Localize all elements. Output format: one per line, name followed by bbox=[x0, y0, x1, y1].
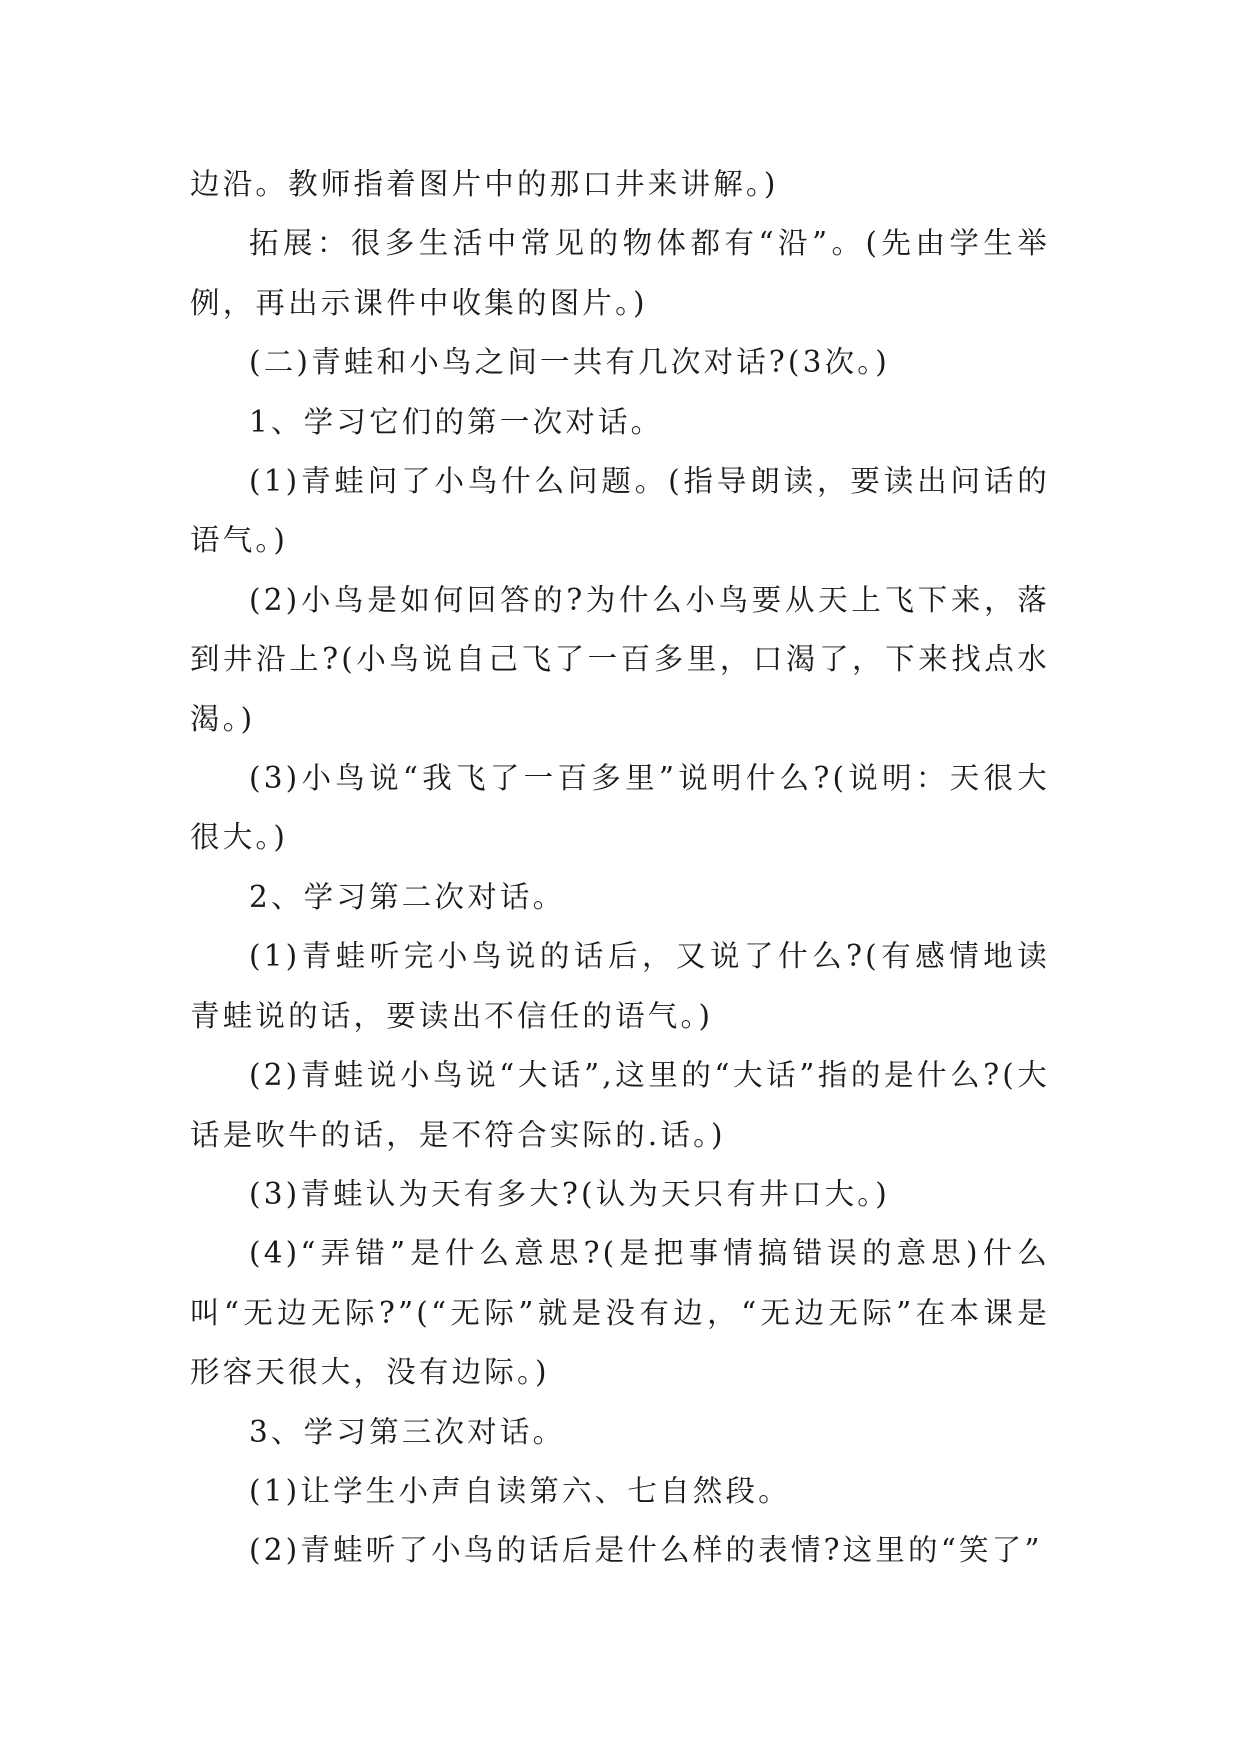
paragraph: 2、学习第二次对话。 bbox=[249, 879, 566, 914]
paragraph: 拓展：很多生活中常见的物体都有“沿”。(先由学生举例，再出示课件中收集的图片。) bbox=[190, 226, 1050, 320]
paragraph: (2)青蛙说小鸟说“大话”,这里的“大话”指的是什么?(大话是吹牛的话，是不符合实际的.话。) bbox=[190, 1058, 1050, 1152]
paragraph: (2)青蛙听了小鸟的话后是什么样的表情?这里的“笑了” bbox=[249, 1533, 1043, 1568]
paragraph: 1、学习它们的第一次对话。 bbox=[249, 404, 664, 439]
paragraph: (1)青蛙听完小鸟说的话后，又说了什么?(有感情地读青蛙说的话，要读出不信任的语气。) bbox=[190, 939, 1050, 1033]
paragraph: 边沿。教师指着图片中的那口井来讲解。) bbox=[190, 167, 779, 201]
paragraph: (2)小鸟是如何回答的?为什么小鸟要从天上飞下来，落到井沿上?(小鸟说自己飞了一百多里，口渴了，下来找点水渴。) bbox=[190, 582, 1050, 736]
paragraph: (1)青蛙问了小鸟什么问题。(指导朗读，要读出问话的语气。) bbox=[190, 464, 1050, 558]
paragraph: (二)青蛙和小鸟之间一共有几次对话?(3次。) bbox=[249, 345, 890, 380]
paragraph: (1)让学生小声自读第六、七自然段。 bbox=[249, 1473, 791, 1508]
paragraph: 3、学习第三次对话。 bbox=[249, 1414, 566, 1449]
paragraph: (3)小鸟说“我飞了一百多里”说明什么?(说明：天很大很大。) bbox=[190, 761, 1050, 855]
paragraph: (4)“弄错”是什么意思?(是把事情搞错误的意思)什么叫“无边无际?”(“无际”就是没有边，“无边无际”在本课是形容天很大，没有边际。) bbox=[190, 1236, 1050, 1390]
paragraph: (3)青蛙认为天有多大?(认为天只有井口大。) bbox=[249, 1176, 890, 1211]
body-text bbox=[190, 155, 1050, 1581]
